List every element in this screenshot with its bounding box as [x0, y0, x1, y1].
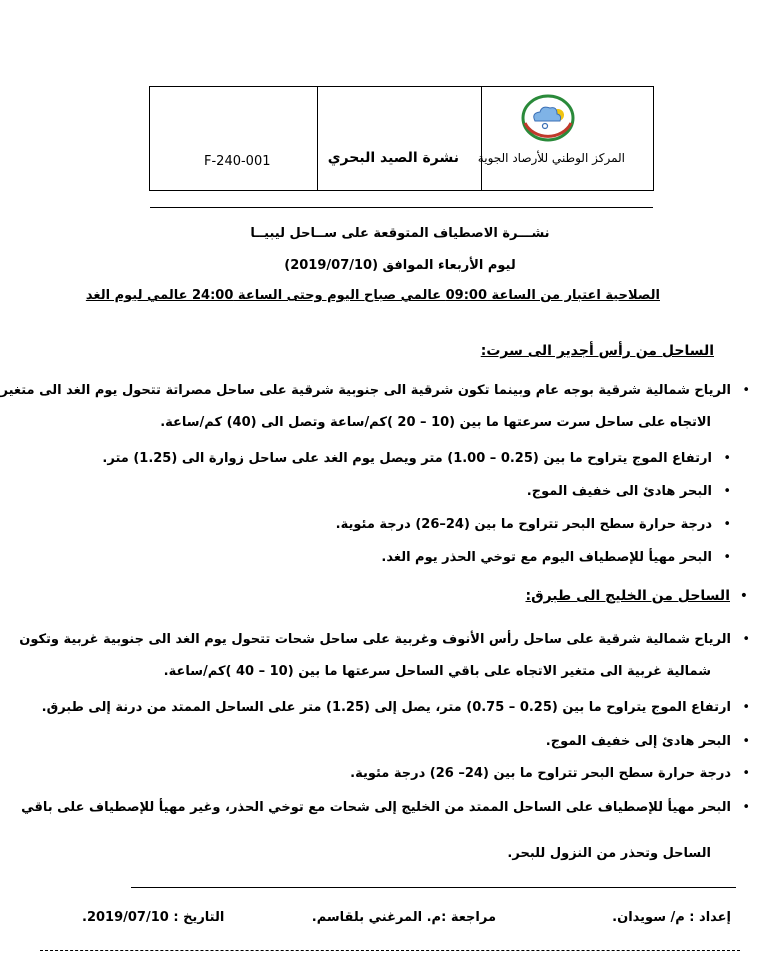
section2-item-recommendation-cont: الساحل وتحذر من النزول للبحر.: [507, 846, 711, 861]
item-text: درجة حرارة سطح البحر تتراوح ما بين (24–26) درجة مئوية.: [335, 517, 712, 532]
item-text: البحر مهيأ للإصطياف على الساحل الممتد من الخليج إلى شحات مع توخي الحذر، وغير مهيأ للإصطياف على باقي: [21, 800, 731, 815]
section1-item-winds-cont: الاتجاه على ساحل سرت سرعتها ما بين (10 – 20 )كم/ساعة وتصل الى (40) كم/ساعة.: [160, 415, 711, 430]
section1-item-recommendation: [381, 550, 731, 565]
bullet-icon: •: [742, 700, 750, 715]
bulletin-title: نشـــرة الاصطياف المتوقعة على ســاحل ليبيــا: [250, 226, 550, 241]
section1-heading: الساحل من رأس أجدير الى سرت:: [480, 343, 714, 359]
bulletin-name: نشرة الصيد البحري: [327, 150, 459, 166]
header-code-cell: [150, 87, 317, 190]
section1-item-sea-state: [526, 484, 731, 499]
header-table: [149, 86, 654, 191]
reviewed-by: مراجعة :م. المرغني بلقاسم.: [311, 910, 496, 925]
item-text: البحر هادئ إلى خفيف الموج.: [545, 734, 731, 749]
bullet-icon: •: [742, 734, 750, 749]
header-org-cell: [477, 87, 653, 190]
section2-item-sea-state: [545, 734, 750, 749]
item-text: البحر هادئ الى خفيف الموج.: [526, 484, 712, 499]
bullet-icon: •: [723, 484, 731, 499]
section1-item-sst: [335, 517, 731, 532]
bullet-icon: •: [742, 800, 750, 815]
item-text: الرياح شمالية شرقية على ساحل رأس الأنوف وغربية على ساحل شحات تتحول يوم الغد الى جنوبية غربية وتكون: [19, 632, 731, 647]
header-bulletin-cell: [317, 87, 482, 190]
bullet-icon: •: [742, 632, 750, 647]
bottom-divider: [131, 887, 736, 888]
section1-item-waves: [102, 451, 731, 466]
bullet-icon: •: [742, 383, 750, 398]
bullet-icon: •: [723, 451, 731, 466]
item-text: درجة حرارة سطح البحر تتراوح ما بين (24– 26) درجة مئوية.: [350, 766, 731, 781]
section2-item-winds-cont: شمالية غربية الى متغير الاتجاه على باقي الساحل سرعتها ما بين (10 – 40 )كم/ساعة.: [163, 664, 711, 679]
top-divider: [150, 207, 653, 208]
item-text: ارتفاع الموج يتراوح ما بين (0.25 – 1.00) متر ويصل يوم الغد على ساحل زوارة الى (1.25) متر.: [102, 451, 712, 466]
section2-item-winds: [19, 632, 750, 647]
validity-line: الصلاحية اعتبار من الساعة 09:00 عالمي صباح اليوم وحتى الساعة 24:00 عالمي ليوم الغد: [85, 288, 660, 303]
bullet-icon: •: [723, 550, 731, 565]
bulletin-date-line: ليوم الأربعاء الموافق (2019/07/10): [284, 258, 516, 273]
section1-item-winds: [0, 383, 750, 398]
organization-name: المركز الوطني للأرصاد الجوية: [477, 151, 625, 165]
section2-item-waves: [41, 700, 750, 715]
item-text: الرياح شمالية شرقية بوجه عام وبينما تكون شرقية الى جنوبية شرقية على ساحل مصراتة تتحول يوم الغد الى متغير: [0, 383, 731, 398]
footer-dashed-rule: [40, 950, 740, 951]
section2-item-sst: [350, 766, 750, 781]
item-text: ارتفاع الموج يتراوح ما بين (0.25 – 0.75) متر، يصل إلى (1.25) متر على الساحل الممتد من درنة إلى طبرق.: [41, 700, 731, 715]
bullet-icon: •: [742, 766, 750, 781]
issue-date: التاريخ : 2019/07/10.: [82, 910, 225, 925]
section2-heading: • الساحل من الخليج الى طبرق:: [525, 588, 730, 604]
bullet-icon: •: [723, 517, 731, 532]
item-text: البحر مهيأ للإصطياف اليوم مع توخي الحذر يوم الغد.: [381, 550, 712, 565]
meteorology-logo-icon: [521, 93, 575, 143]
form-code: F-240-001: [204, 154, 271, 169]
prepared-by: إعداد : م/ سويدان.: [612, 910, 731, 925]
section2-item-recommendation: [21, 800, 750, 815]
